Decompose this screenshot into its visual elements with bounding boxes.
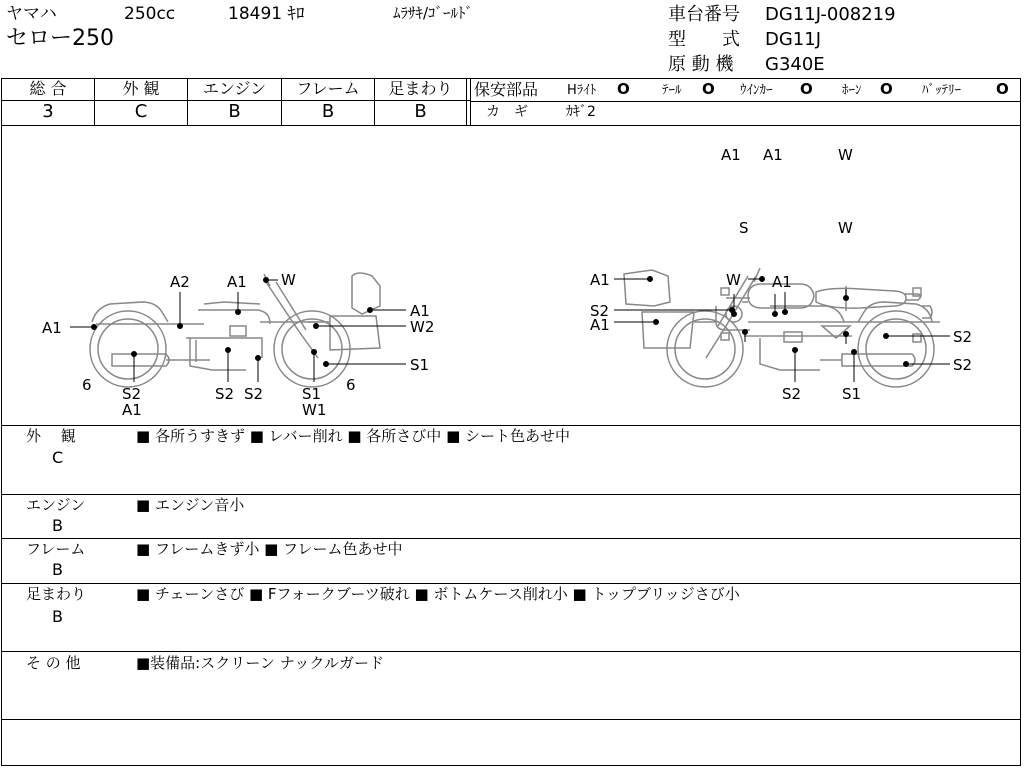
damage-code: S2 (122, 385, 142, 403)
damage-markers (70, 277, 950, 383)
damage-code: A1 (410, 302, 430, 320)
damage-code: W (281, 271, 296, 289)
remark-grade: C (52, 448, 64, 467)
damage-code: A1 (772, 273, 792, 291)
damage-code: S1 (410, 356, 430, 374)
remark-text: ■ フレームきず小 ■ フレーム色あせ中 (136, 540, 403, 558)
model-name: セロー250 (6, 26, 114, 51)
damage-code: S2 (953, 328, 973, 346)
remark-text: ■装備品:スクリーン ナックルガード (136, 654, 384, 672)
damage-code: S2 (244, 385, 264, 403)
damage-code: A1 (763, 146, 783, 164)
damage-code: W2 (410, 318, 435, 336)
remark-text: ■ 各所うすきず ■ レバー削れ ■ 各所さび中 ■ シート色あせ中 (136, 427, 571, 445)
damage-code: S1 (302, 385, 322, 403)
color: ﾑﾗｻｷ/ｺﾞｰﾙﾄﾞ (393, 4, 474, 22)
damage-code: S2 (590, 302, 610, 320)
damage-code: S2 (782, 385, 802, 403)
remark-grade: B (52, 516, 63, 535)
remark-grade: B (52, 607, 63, 626)
suspension-grade-label: 足まわり (388, 79, 453, 98)
safety-item-battery: ﾊﾞｯﾃﾘｰ (922, 83, 961, 98)
divider (1, 538, 1021, 539)
safety-mark: O (702, 80, 715, 98)
remark-title: 足まわり (26, 585, 87, 603)
damage-code: 6 (82, 376, 92, 394)
type-value: DG11J (765, 29, 822, 50)
displacement: 250cc (124, 4, 176, 24)
safety-item-tail: ﾃｰﾙ (662, 83, 682, 98)
safety-mark: O (800, 80, 813, 98)
frame-grade: B (321, 101, 335, 122)
divider (470, 78, 471, 125)
remark-title: エンジン (26, 496, 86, 514)
divider (1, 494, 1021, 495)
damage-code: S2 (953, 356, 973, 374)
damage-code: S2 (215, 385, 235, 403)
safety-mark: O (880, 80, 893, 98)
frame-no: DG11J-008219 (765, 4, 896, 25)
remark-text: ■ チェーンさび ■ Fフォークブーツ破れ ■ ボトムケース削れ小 ■ トップブリッジさび小 (136, 585, 740, 603)
damage-code: A1 (227, 273, 247, 291)
exterior-grade: C (134, 101, 148, 122)
damage-code: 6 (346, 376, 356, 394)
remark-title: そ の 他 (26, 654, 81, 672)
damage-code: A1 (590, 316, 610, 334)
overall-grade: 3 (42, 101, 54, 122)
divider (466, 78, 467, 125)
maker: ヤマハ (6, 4, 57, 24)
damage-code: S (739, 219, 749, 237)
damage-code: A1 (590, 271, 610, 289)
damage-code: A1 (42, 319, 62, 337)
safety-item-headlight: Hﾗｲﾄ (567, 83, 597, 98)
top-view-outline (716, 284, 932, 342)
mileage: 18491 ｷﾛ (228, 4, 305, 24)
damage-code: S1 (842, 385, 862, 403)
divider (1, 719, 1021, 720)
damage-code: A1 (122, 401, 142, 419)
exterior-grade-label: 外 観 (122, 79, 160, 98)
engine-grade: B (228, 101, 241, 122)
safety-parts-label: 保安部品 (474, 80, 539, 99)
frame-grade-label: フレーム (296, 79, 360, 98)
engine-grade-label: エンジン (202, 79, 267, 98)
divider (1, 425, 1021, 426)
frame-no-label: 車台番号 (668, 4, 740, 25)
suspension-grade: B (414, 101, 427, 122)
divider (470, 101, 1021, 102)
key-label: カ ギ (486, 104, 528, 120)
divider (1, 651, 1021, 652)
damage-code: W1 (302, 401, 327, 419)
divider (1, 583, 1021, 584)
damage-code: W (838, 146, 853, 164)
safety-mark: O (617, 80, 630, 98)
remark-title: フレーム (26, 540, 86, 558)
remark-grade: B (52, 560, 63, 579)
engine-model-label: 原 動 機 (668, 54, 734, 75)
engine-model: G340E (765, 54, 825, 75)
overall-grade-label: 総 合 (29, 79, 67, 98)
damage-code: A1 (721, 146, 741, 164)
damage-code: W (838, 219, 853, 237)
remark-title: 外 観 (26, 427, 76, 445)
type-label: 型 式 (668, 29, 740, 50)
safety-item-winker: ｳｲﾝｶｰ (740, 83, 773, 98)
damage-code: W (726, 271, 741, 289)
remark-text: ■ エンジン音小 (136, 496, 245, 514)
motorcycle-damage-diagram (0, 126, 1024, 424)
safety-mark: O (996, 80, 1009, 98)
safety-item-horn: ﾎｰﾝ (842, 83, 862, 98)
key-value: ｶｷﾞ2 (566, 104, 596, 120)
damage-code: A2 (170, 273, 190, 291)
damage-labels (42, 146, 972, 419)
